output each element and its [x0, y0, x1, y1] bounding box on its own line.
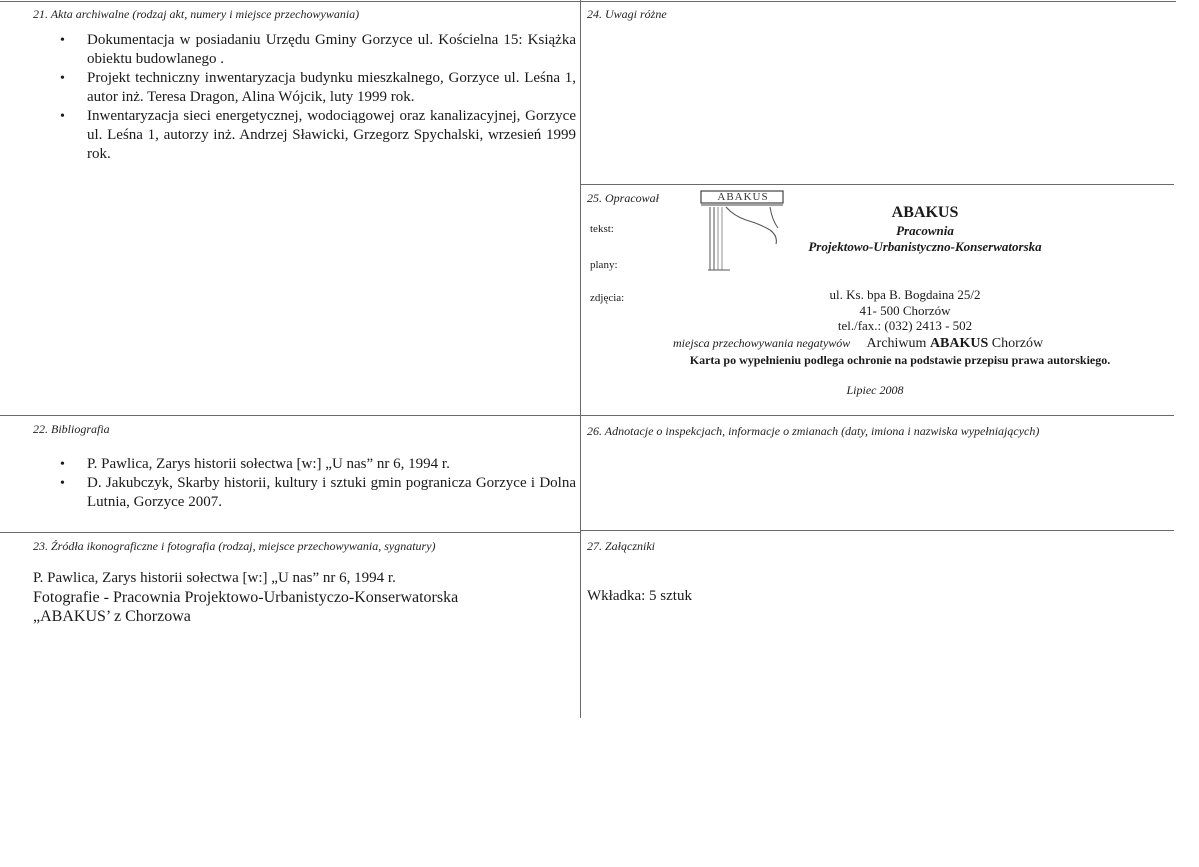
- section-25-header: 25. Opracował: [587, 191, 659, 205]
- section-22-header: 22. Bibliografia: [33, 422, 110, 436]
- copyright-notice: Karta po wypełnieniu podlega ochronie na podstawie przepisu prawa autorskiego.: [689, 353, 1111, 367]
- list-item: • Inwentaryzacja sieci energetycznej, wodociągowej oraz kanalizacyjnej, Gorzyce ul. Leśna 1, autorzy inż. Andrzej Sławicki, Grzegorz Spychalski, wrzesień 1999 rok.: [60, 107, 576, 164]
- list-item: • Dokumentacja w posiadaniu Urzędu Gminy Gorzyce ul. Kościelna 15: Książka obiektu budowlanego .: [60, 31, 576, 69]
- address-city: 41- 500 Chorzów: [859, 303, 951, 318]
- list-item: • P. Pawlica, Zarys historii sołectwa [w:] „U nas” nr 6, 1994 r.: [60, 455, 576, 474]
- firm-name: ABAKUS: [891, 204, 959, 221]
- list-item: • D. Jakubczyk, Skarby historii, kultury i sztuki gmin pogranicza Gorzyce i Dolna Lutnia, Gorzyce 2007.: [60, 474, 576, 512]
- address-street: ul. Ks. bpa B. Bogdaina 25/2: [829, 287, 981, 302]
- iconography-line-1: P. Pawlica, Zarys historii sołectwa [w:] „U nas” nr 6, 1994 r.: [33, 570, 396, 586]
- divider-24-25: [580, 184, 1174, 185]
- center-divider: [580, 0, 581, 718]
- abakus-logo: [700, 190, 786, 274]
- negatives-value-post: Chorzów: [991, 336, 1044, 351]
- top-border: [0, 1, 1176, 2]
- section-24-header: 24. Uwagi różne: [587, 7, 667, 21]
- iconography-line-3: „ABAKUS’ z Chorzowa: [33, 608, 191, 625]
- divider-21-22: [0, 415, 1174, 416]
- section-27-header: 27. Załączniki: [587, 539, 655, 553]
- section-26-header: 26. Adnotacje o inspekcjach, informacje o zmianach (daty, imiona i nazwiska wypełniających): [587, 424, 1040, 438]
- section-21-list: [60, 31, 576, 164]
- firm-subtitle-2: Projektowo-Urbanistyczno-Konserwatorska: [808, 239, 1042, 254]
- firm-subtitle-1: Pracownia: [896, 223, 954, 238]
- iconography-line-2: Fotografie - Pracownia Projektowo-Urbanistyczo-Konserwatorska: [33, 589, 459, 606]
- divider-26-27: [580, 530, 1174, 531]
- label-tekst: tekst:: [590, 223, 614, 235]
- negatives-value-pre: Archiwum: [866, 336, 927, 351]
- list-item: • Projekt techniczny inwentaryzacja budynku mieszkalnego, Gorzyce ul. Leśna 1, autor inż. Teresa Dragon, Alina Wójcik, luty 1999 rok.: [60, 69, 576, 107]
- card-date: Lipiec 2008: [846, 383, 904, 397]
- label-zdjecia: zdjęcia:: [590, 292, 625, 304]
- negatives-value-bold: ABAKUS: [929, 336, 989, 351]
- negatives-storage-line: [673, 334, 1043, 353]
- divider-22-23: [0, 532, 580, 533]
- section-23-header: 23. Źródła ikonograficzne i fotografia (rodzaj, miejsce przechowywania, sygnatury): [33, 539, 436, 553]
- label-plany: plany:: [590, 259, 618, 271]
- section-22-list: [60, 455, 576, 512]
- attachments-content: Wkładka: 5 sztuk: [587, 588, 692, 604]
- address-phone: tel./fax.: (032) 2413 - 502: [837, 318, 973, 333]
- negatives-label: miejsca przechowywania negatywów: [673, 336, 851, 350]
- section-21-header: 21. Akta archiwalne (rodzaj akt, numery i miejsce przechowywania): [33, 7, 360, 21]
- logo-text: ABAKUS: [717, 191, 769, 203]
